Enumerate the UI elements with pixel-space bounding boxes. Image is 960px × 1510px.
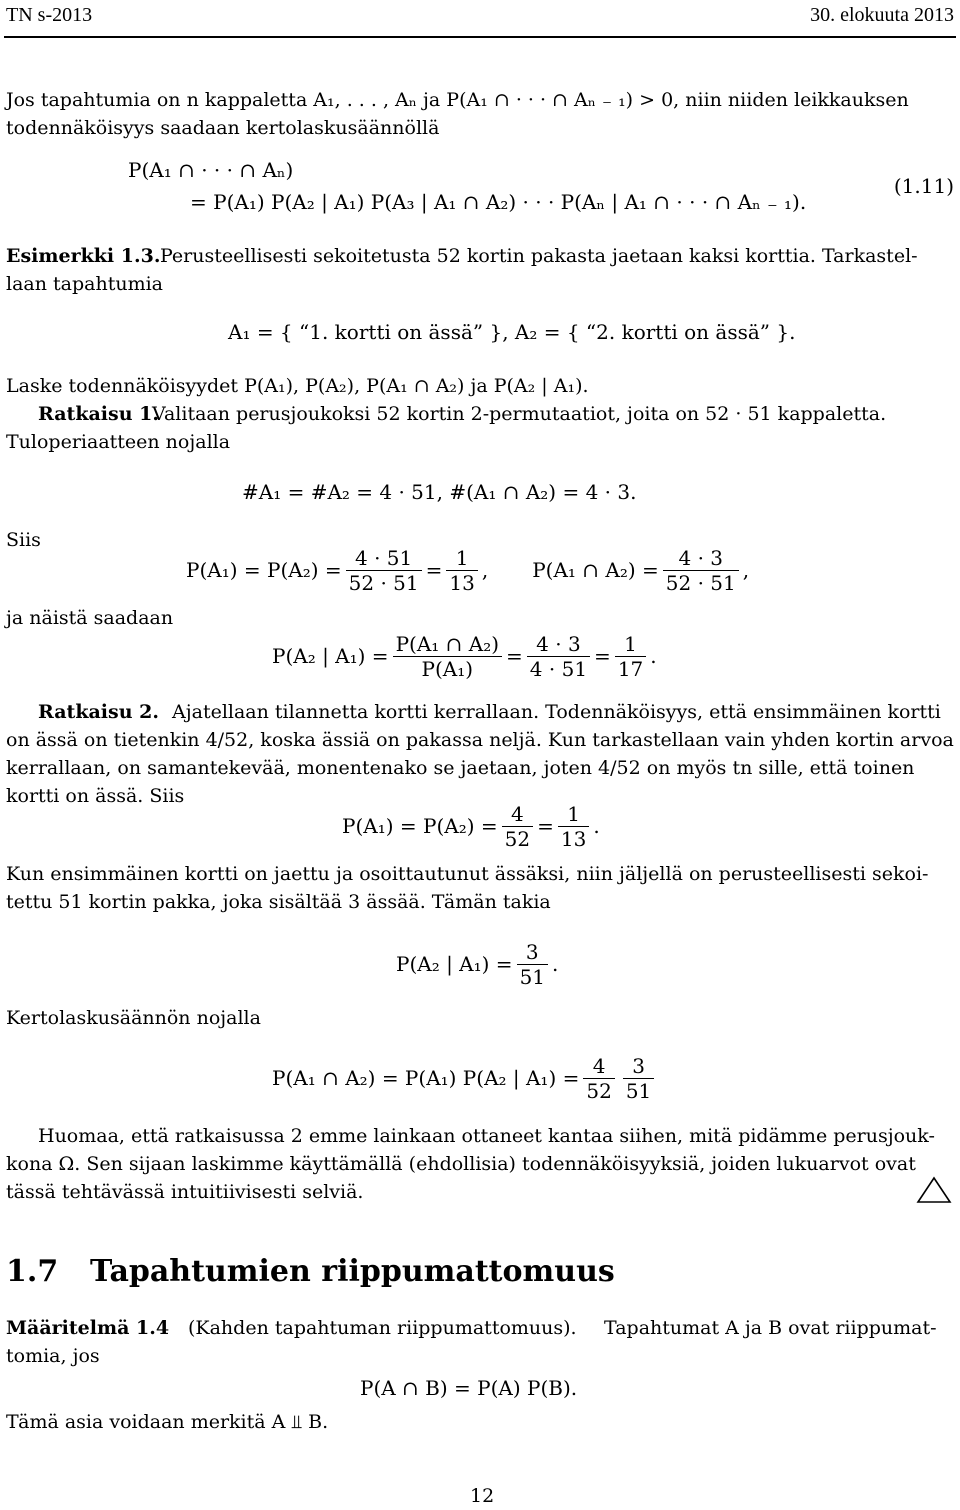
eq-b-fraction-3: $\frac{1}{17}$ (615, 632, 646, 681)
intro-line-2: todennäköisyys saadaan kertolaskusäännöllä (6, 117, 440, 139)
eq-111-number: (1.11) (893, 174, 954, 198)
section-title: Tapahtumien riippumattomuus (90, 1254, 615, 1289)
solution-2-line-3: kerrallaan, on samantekevää, monentenako se jaetaan, joten 4/52 on myös tn sille, että toinen (6, 757, 915, 779)
eq-b-fraction-2: $\frac{4 \cdot 3}{4 \cdot 51}$ (527, 632, 590, 681)
eq-e-fraction-2: $\frac{3}{51}$ (623, 1054, 654, 1103)
example-events: A₁ = { “1. kortti on ässä” }, A₂ = { “2. kortti on ässä” }. (228, 320, 796, 344)
solution-1-janaista: ja näistä saadaan (6, 607, 174, 629)
intro-line-1: Jos tapahtumia on n kappaletta A₁, . . . , Aₙ ja P(A₁ ∩ · · · ∩ Aₙ ₋ ₁) > 0, niin niiden leikkauksen (6, 89, 909, 111)
header-left: TN s-2013 (6, 4, 93, 26)
definition-label: Määritelmä 1.4 (6, 1317, 170, 1339)
eq-b-fraction-1: $\frac{\text{P(A₁ ∩ A₂)}}{\text{P(A₁)}}$ (393, 632, 502, 681)
eq-c-fraction-1: $\frac{4}{52}$ (502, 802, 533, 851)
example-task: Laske todennäköisyydet P(A₁), P(A₂), P(A₁ ∩ A₂) ja P(A₂ | A₁). (6, 375, 589, 397)
definition-line-1: Tapahtumat A ja B ovat riippumat- (604, 1317, 937, 1339)
eq-d-lhs: P(A₂ | A₁) = (396, 952, 513, 976)
header-rule (4, 36, 956, 38)
eq-e (272, 1048, 658, 1108)
eq-a-fraction-3: $\frac{4 \cdot 3}{52 \cdot 51}$ (663, 546, 739, 595)
page-number: 12 (470, 1485, 495, 1507)
definition-line-2: tomia, jos (6, 1345, 100, 1367)
eq-a: P(A₁) = P(A₂) = $\frac{4 \cdot 51}{52 \cdot 51}$ = $\frac{1}{13}$ , P(A₁ ∩ A₂) = $\frac{4 \cdot 3}{52 \cdot 51}$ , (186, 545, 750, 595)
eq-a-fraction-1: $\frac{4 \cdot 51}{52 \cdot 51}$ (346, 546, 422, 595)
eq-c: P(A₁) = P(A₂) = $\frac{4}{52}$ = $\frac{1}{13}$ . (342, 801, 600, 851)
end-of-example-triangle-icon (916, 1176, 952, 1204)
eq-e-fraction-1: $\frac{4}{52}$ (583, 1054, 614, 1103)
solution-1-line-2: Tuloperiaatteen nojalla (6, 431, 231, 453)
solution-2-line-5: Kun ensimmäinen kortti on jaettu ja osoittautunut ässäksi, niin jäljellä on perusteellisesti sekoi- (6, 863, 929, 885)
eq-e-lhs: P(A₁ ∩ A₂) = P(A₁) P(A₂ | A₁) = (272, 1066, 580, 1090)
eq-a-lhs: P(A₁) = P(A₂) = (186, 558, 342, 582)
definition-paren: (Kahden tapahtuman riippumattomuus). (188, 1317, 577, 1339)
example-line-2: laan tapahtumia (6, 273, 163, 295)
definition-after: Tämä asia voidaan merkitä A ⫫ B. (6, 1411, 329, 1433)
eq-a-mid: P(A₁ ∩ A₂) = (532, 558, 659, 582)
eq-111-line-1: P(A₁ ∩ · · · ∩ Aₙ) (128, 158, 294, 182)
solution-1-counts: #A₁ = #A₂ = 4 · 51, #(A₁ ∩ A₂) = 4 · 3. (242, 480, 637, 504)
header-right: 30. elokuuta 2013 (810, 4, 954, 26)
solution-2-line-2: on ässä on tietenkin 4/52, koska ässiä on pakassa neljä. Kun tarkastellaan vain yhden kortin arvoa (6, 729, 954, 751)
note-line-3: tässä tehtävässä intuitiivisesti selviä. (6, 1181, 364, 1203)
eq-d: P(A₂ | A₁) = $\frac{3}{51}$ . (396, 939, 559, 989)
section-number: 1.7 (6, 1254, 59, 1289)
solution-2-kerto: Kertolaskusäännön nojalla (6, 1007, 261, 1029)
solution-1-label: Ratkaisu 1. (38, 403, 159, 425)
note-line-1: Huomaa, että ratkaisussa 2 emme lainkaan ottaneet kantaa siihen, mitä pidämme perusjouk- (38, 1125, 935, 1147)
solution-2-line-1: Ajatellaan tilannetta kortti kerrallaan. Todennäköisyys, että ensimmäinen kortti (172, 701, 941, 723)
eq-d-fraction: $\frac{3}{51}$ (517, 940, 548, 989)
example-line-1: Perusteellisesti sekoitetusta 52 kortin pakasta jaetaan kaksi korttia. Tarkastel- (160, 245, 918, 267)
solution-2-label: Ratkaisu 2. (38, 701, 159, 723)
solution-2-line-6: tettu 51 kortin pakka, joka sisältää 3 ässää. Tämän takia (6, 891, 551, 913)
eq-c-fraction-2: $\frac{1}{13}$ (558, 802, 589, 851)
definition-equation: P(A ∩ B) = P(A) P(B). (360, 1376, 578, 1400)
example-label: Esimerkki 1.3. (6, 245, 161, 267)
eq-a-fraction-2: $\frac{1}{13}$ (446, 546, 477, 595)
eq-b: P(A₂ | A₁) = $\frac{\text{P(A₁ ∩ A₂)}}{\text{P(A₁)}}$ = $\frac{4 \cdot 3}{4 \cdot 51}$ = $\frac{1}{17}$ . (272, 631, 657, 681)
eq-b-lhs: P(A₂ | A₁) = (272, 644, 389, 668)
eq-c-lhs: P(A₁) = P(A₂) = (342, 814, 498, 838)
note-line-2: kona Ω. Sen sijaan laskimme käyttämällä (ehdollisia) todennäköisyyksiä, joiden lukuarvot ovat (6, 1153, 916, 1175)
solution-1-siis: Siis (6, 529, 41, 551)
solution-1-line-1: Valitaan perusjoukoksi 52 kortin 2-permutaatiot, joita on 52 · 51 kappaletta. (152, 403, 887, 425)
solution-2-line-4: kortti on ässä. Siis (6, 785, 185, 807)
eq-111-line-2: = P(A₁) P(A₂ | A₁) P(A₃ | A₁ ∩ A₂) · · · P(Aₙ | A₁ ∩ · · · ∩ Aₙ ₋ ₁). (190, 190, 807, 214)
